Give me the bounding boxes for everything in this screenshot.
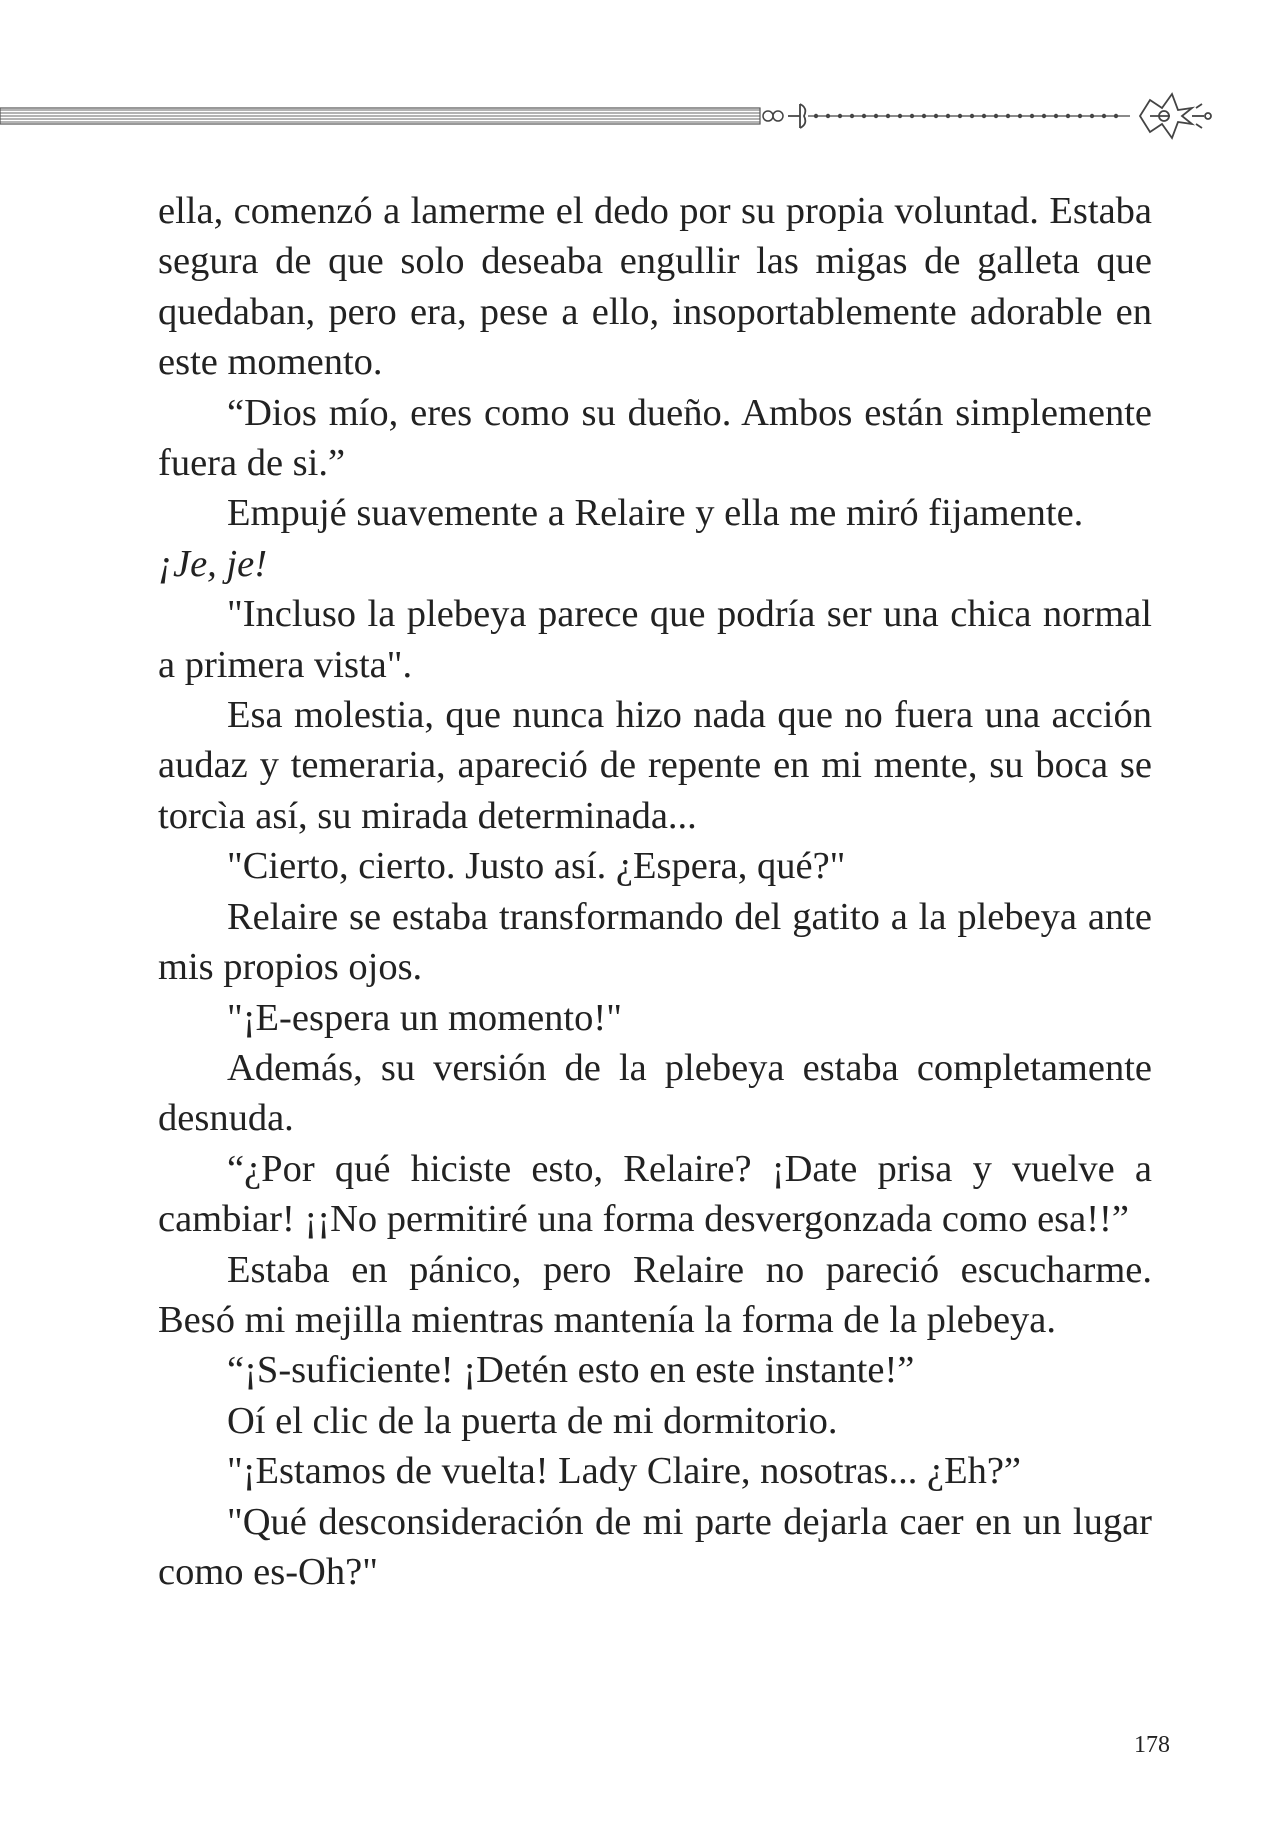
paragraph-9: "¡E-espera un momento!" [227, 996, 622, 1039]
ornamental-divider-icon [0, 86, 1220, 146]
paragraph-2: “Dios mío, eres como su dueño. Ambos están simplemente fuera de si.” [158, 391, 1152, 485]
paragraph-3: Empujé suavemente a Relaire y ella me miró fijamente. [227, 492, 1084, 535]
paragraph-4-italic-exclamation: ¡Je, je! [158, 542, 268, 585]
paragraph-12: Estaba en pánico, pero Relaire no pareció escucharme. Besó mi mejilla mientras mantenía la forma de la plebeya. [158, 1248, 1152, 1341]
paragraph-13: “¡S-suficiente! ¡Detén esto en este instante!” [227, 1349, 915, 1392]
paragraph-6: Esa molestia, que nunca hizo nada que no fuera una acción audaz y temeraria, apareció de repente en mi mente, su boca se torcìa así, su mirada determinada... [158, 694, 1152, 837]
paragraph-10: Además, su versión de la plebeya estaba completamente desnuda. [158, 1046, 1152, 1140]
body-text [158, 186, 1152, 1597]
paragraph-15: "¡Estamos de vuelta! Lady Claire, nosotras... ¿Eh?” [227, 1450, 1022, 1493]
paragraph-14: Oí el clic de la puerta de mi dormitorio. [227, 1399, 838, 1442]
paragraph-11: “¿Por qué hiciste esto, Relaire? ¡Date prisa y vuelve a cambiar! ¡¡No permitiré una forma desvergonzada como esa!!” [158, 1147, 1152, 1241]
page-number: 178 [1134, 1732, 1170, 1758]
paragraph-1: ella, comenzó a lamerme el dedo por su propia voluntad. Estaba segura de que solo deseaba engullir las migas de galleta que quedaban, pero era, pese a ello, insoportablemente adorable en este momento. [158, 190, 1152, 384]
paragraph-8: Relaire se estaba transformando del gatito a la plebeya ante mis propios ojos. [158, 895, 1152, 989]
paragraph-7: "Cierto, cierto. Justo así. ¿Espera, qué?" [227, 845, 846, 888]
paragraph-16: "Qué desconsideración de mi parte dejarla caer en un lugar como es-Oh?" [158, 1500, 1152, 1593]
paragraph-5: "Incluso la plebeya parece que podría ser una chica normal a primera vista". [158, 593, 1152, 686]
